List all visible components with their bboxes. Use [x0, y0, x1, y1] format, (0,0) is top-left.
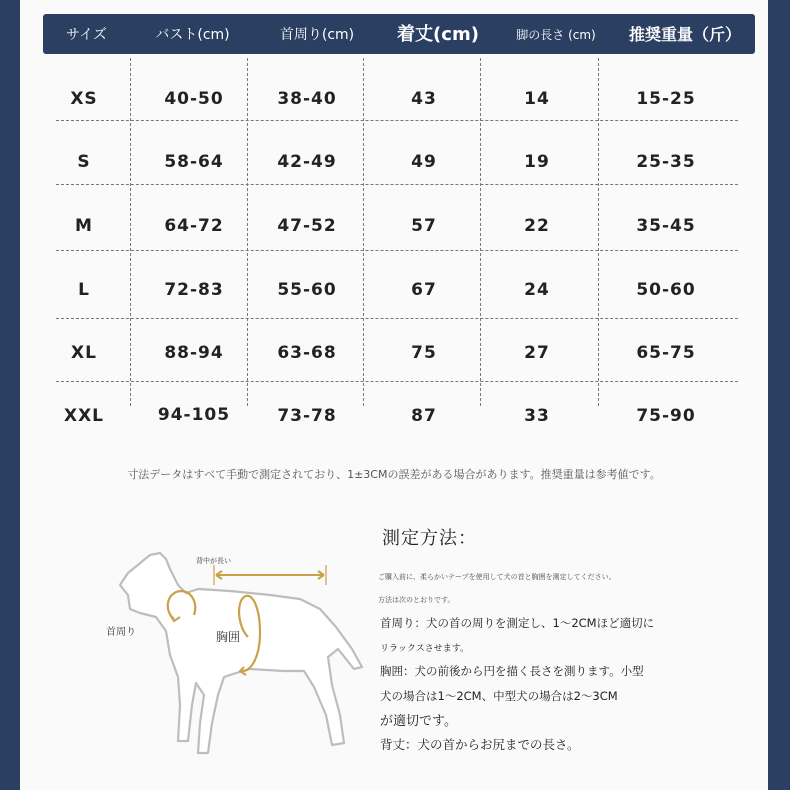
row-size: L [78, 280, 90, 300]
row-divider [56, 250, 738, 251]
howto-neck-line2: リラックスさせます。 [380, 644, 470, 654]
row-neck: 55-60 [277, 280, 337, 300]
howto-chest-line2: 犬の場合は1〜2CM、中型犬の場合は2〜3CM [380, 689, 618, 703]
row-length: 75 [411, 343, 437, 363]
row-bust: 40-50 [164, 89, 224, 109]
row-weight: 35-45 [636, 216, 696, 236]
row-size: XS [70, 89, 98, 109]
size-table [20, 0, 768, 440]
header-leg: 脚の長さ (cm) [516, 28, 596, 42]
row-divider [56, 184, 738, 185]
column-divider [363, 58, 364, 406]
header-length: 着丈(cm) [397, 24, 479, 45]
row-neck: 63-68 [277, 343, 337, 363]
back-length-label: 背中が長い [196, 557, 231, 565]
row-neck: 42-49 [277, 152, 337, 172]
row-divider [56, 381, 738, 382]
howto-neck-line1: 首周り：犬の首の周りを測定し、1〜2CMほど適切に [380, 616, 655, 630]
column-divider [247, 58, 248, 406]
row-length: 49 [411, 152, 437, 172]
howto-title: 測定方法： [382, 528, 477, 549]
header-size: サイズ [66, 27, 107, 43]
row-length: 67 [411, 280, 437, 300]
dog-diagram [100, 545, 370, 765]
row-weight: 50-60 [636, 280, 696, 300]
row-neck: 38-40 [277, 89, 337, 109]
row-length: 43 [411, 89, 437, 109]
row-weight: 75-90 [636, 406, 696, 426]
row-bust: 64-72 [164, 216, 224, 236]
header-neck: 首周り(cm) [279, 27, 355, 43]
row-bust: 58-64 [164, 152, 224, 172]
row-size: S [77, 152, 91, 172]
row-leg: 14 [524, 89, 550, 109]
neck-label: 首周り [106, 627, 136, 638]
row-bust: 88-94 [164, 343, 224, 363]
row-leg: 22 [524, 216, 550, 236]
row-length: 57 [411, 216, 437, 236]
header-bust: バスト(cm) [155, 27, 230, 43]
howto-intro: ご購入前に、柔らかいテープを使用して犬の首と胸囲を測定してください。 [378, 573, 616, 581]
howto-method: 方法は次のとおりです。 [378, 596, 455, 604]
row-size: XL [71, 343, 97, 363]
column-divider [130, 58, 131, 406]
row-leg: 19 [524, 152, 550, 172]
column-divider [480, 58, 481, 406]
header-weight: 推奨重量（斤） [628, 25, 741, 44]
row-bust: 94-105 [157, 405, 231, 425]
row-weight: 15-25 [636, 89, 696, 109]
row-bust: 72-83 [164, 280, 224, 300]
back-length-arrow-icon [216, 571, 324, 579]
howto-chest-line1: 胸囲：犬の前後から円を描く長さを測ります。小型 [380, 664, 644, 678]
row-weight: 65-75 [636, 343, 696, 363]
howto-length-line: 背丈：犬の首からお尻までの長さ。 [380, 737, 580, 752]
measurement-note: 寸法データはすべて手動で測定されており、1±3CMの誤差がある場合があります。推奨重量は参考値です。 [127, 468, 661, 481]
row-size: M [75, 216, 93, 236]
size-chart-page [20, 0, 768, 790]
row-leg: 27 [524, 343, 550, 363]
row-length: 87 [411, 406, 437, 426]
row-neck: 73-78 [277, 406, 337, 426]
howto-chest-line3: が適切です。 [380, 714, 457, 729]
column-divider [598, 58, 599, 406]
row-divider [56, 120, 738, 121]
row-leg: 33 [524, 406, 550, 426]
row-divider [56, 318, 738, 319]
row-weight: 25-35 [636, 152, 696, 172]
row-neck: 47-52 [277, 216, 337, 236]
row-size: XXL [63, 406, 105, 426]
chest-label: 胸囲 [216, 630, 241, 644]
row-leg: 24 [524, 280, 550, 300]
